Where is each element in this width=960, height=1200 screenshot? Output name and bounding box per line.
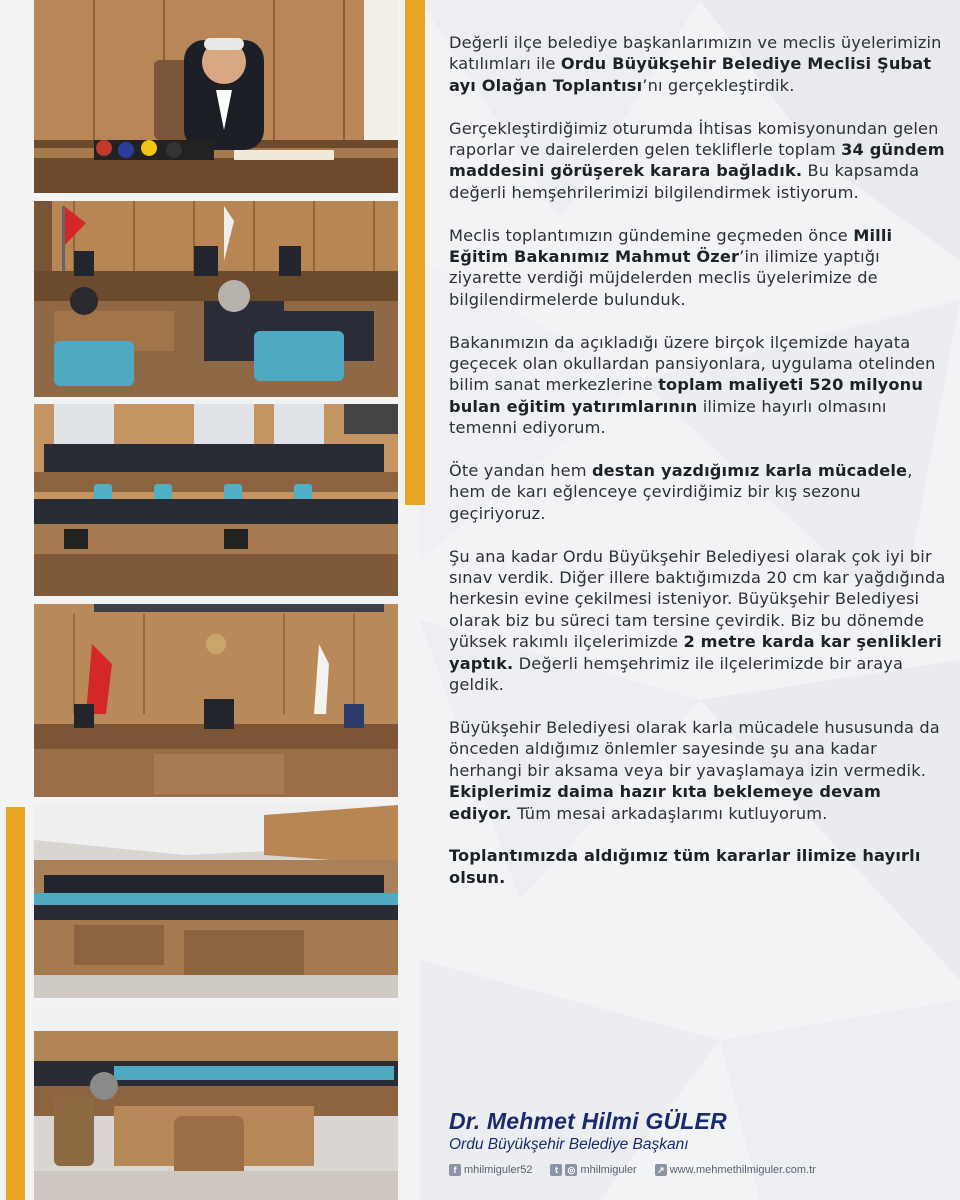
highlight: Milli Eğitim Bakanımız Mahmut Özer <box>449 225 893 267</box>
closing-statement: Toplantımızda aldığımız tüm kararlar ilimize hayırlı olsun. <box>449 846 921 887</box>
paragraph-5: Öte yandan hem destan yazdığımız karla mücadele, hem de karı eğlenceye çevirdiğimiz bir kış sezonu geçiriyoruz. <box>449 461 913 523</box>
highlight: Ordu Büyükşehir Belediye Meclisi Şubat ayı Olağan Toplantısı <box>449 54 932 95</box>
photo-podium-wide <box>34 604 398 797</box>
paragraph-7: Büyükşehir Belediyesi olarak karla mücadele hususunda da önceden aldığımız önlemler sayesinde şu ana kadar herhangi bir aksama veya bir yavaşlamaya izin vermedik. Ekiplerimiz daima hazır kıta beklemeye devam ediyor. Tüm mesai arkadaşlarımı kutluyorum. <box>449 717 940 823</box>
highlight: 34 gündem maddesini görüşerek karara bağladık. <box>449 140 945 181</box>
accent-bar-top <box>405 0 425 505</box>
facebook-link[interactable]: f mhilmiguler52 <box>449 1164 532 1176</box>
photo-column <box>34 0 398 1200</box>
accent-bar-bottom <box>6 807 25 1200</box>
paragraph-4: Bakanımızın da açıkladığı üzere birçok ilçemizde hayata geçecek olan okullardan pansiyonlara, uygulama otelinden bilim sanat merkezlerine toplam maliyeti 520 milyonu bulan eğitim yatırımlarının ilimize hayırlı olmasını temenni ediyorum. <box>449 332 936 438</box>
highlight: 2 metre karda kar şenlikleri yaptık. <box>449 632 942 673</box>
globe-icon: ↗ <box>655 1164 667 1176</box>
highlight: Ekiplerimiz daima hazır kıta beklemeye devam ediyor. <box>449 782 882 823</box>
twitter-icon: t <box>550 1164 562 1176</box>
instagram-icon: ◎ <box>565 1164 577 1176</box>
paragraph-2: Gerçekleştirdiğimiz oturumda İhtisas komisyonundan gelen raporlar ve dairelerden gelen tekliflerle toplam 34 gündem maddesini görüşerek karara bağladık. Bu kapsamda değerli hemşehrilerimizi bilgilendirmek istiyorum. <box>449 118 945 202</box>
highlight: destan yazdığımız karla mücadele <box>591 461 908 481</box>
photo-council-flag <box>34 201 398 397</box>
facebook-icon: f <box>449 1164 461 1176</box>
photo-hall-wide <box>34 805 398 998</box>
paragraph-6: Şu ana kadar Ordu Büyükşehir Belediyesi olarak çok iyi bir sınav verdik. Diğer illere baktığımızda 20 cm kar yağdığında herkesin evine çekilmesi isteniyor. Büyükşehir Belediyesi olarak biz bu süreci tam tersine çevirdik. Biz bu dönemde yüksek rakımlı ilçelerimizde 2 metre karda kar şenlikleri yaptık. Değerli hemşehrimiz ile ilçelerimizde bir araya geldik. <box>449 546 946 695</box>
paragraph-3: Meclis toplantımızın gündemine geçmeden önce Milli Eğitim Bakanımız Mahmut Özer’in ilimize yaptığı ziyarette verdiği müjdelerden meclis üyelerimize de bilgilendirmelerde bulunduk. <box>449 225 893 309</box>
article-text <box>449 32 949 888</box>
twitter-instagram-link[interactable]: t ◎ mhilmiguler <box>550 1164 636 1176</box>
photo-hall-back <box>34 1006 398 1200</box>
signature-name: Dr. Mehmet Hilmi GÜLER <box>449 1108 727 1134</box>
signature-block <box>449 1108 727 1154</box>
photo-mayor-podium <box>34 0 398 193</box>
photo-members-seated <box>34 404 398 596</box>
signature-title: Ordu Büyükşehir Belediye Başkanı <box>449 1136 689 1153</box>
paragraph-1: Değerli ilçe belediye başkanlarımızın ve meclis üyelerimizin katılımları ile Ordu Büyükşehir Belediye Meclisi Şubat ayı Olağan Toplantısı’nı gerçekleştirdik. <box>449 33 942 95</box>
website-link[interactable]: ↗ www.mehmethilmiguler.com.tr <box>655 1164 816 1176</box>
highlight: toplam maliyeti 520 milyonu bulan eğitim yatırımlarının <box>449 375 924 416</box>
social-links <box>449 1164 834 1176</box>
